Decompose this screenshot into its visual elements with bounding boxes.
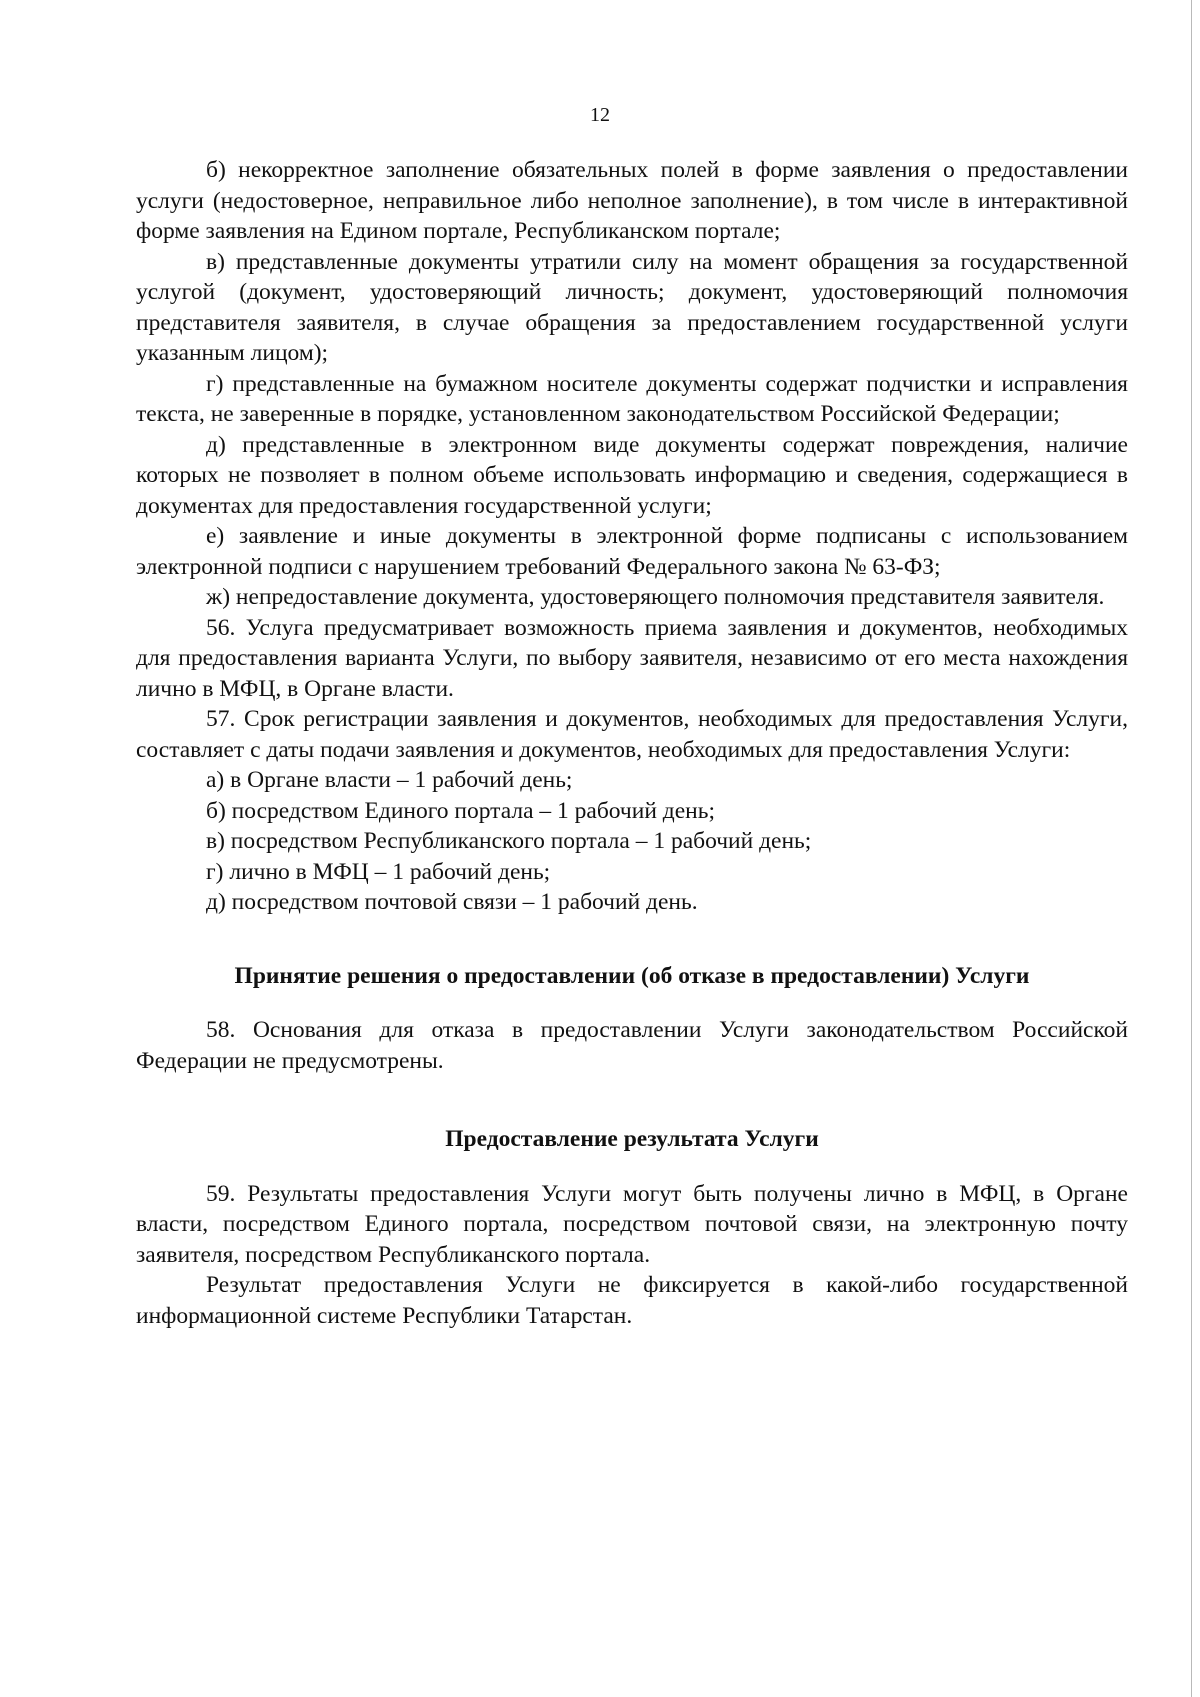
- list-item: г) лично в МФЦ – 1 рабочий день;: [206, 858, 551, 885]
- paragraph-58: 58. Основания для отказа в предоставлении Услуги законодательством Российской Федерации не предусмотрены.: [136, 1017, 1128, 1074]
- list-item: б) посредством Единого портала – 1 рабочий день;: [206, 797, 715, 824]
- section-heading-decision: Принятие решения о предоставлении (об отказе в предоставлении) Услуги: [234, 962, 1030, 989]
- paragraph-zh: ж) непредоставление документа, удостоверяющего полномочия представителя заявителя.: [206, 584, 1105, 610]
- list-item: а) в Органе власти – 1 рабочий день;: [206, 767, 573, 793]
- scan-edge-line: [1191, 0, 1192, 1697]
- paragraph-result-note: Результат предоставления Услуги не фиксируется в какой-либо государственной информационной системе Республики Татарстан.: [136, 1272, 1128, 1329]
- paragraph-57: 57. Срок регистрации заявления и документов, необходимых для предоставления Услуги, составляет с даты подачи заявления и документов, необходимых для предоставления Услуги:: [136, 706, 1128, 763]
- paragraph-59: 59. Результаты предоставления Услуги могут быть получены лично в МФЦ, в Органе власти, посредством Единого портала, посредством почтовой связи, на электронную почту заявителя, посредством Республиканского портала.: [136, 1180, 1128, 1268]
- paragraph-b: б) некорректное заполнение обязательных полей в форме заявления о предоставлении услуги (недостоверное, неправильное либо неполное заполнение), в том числе в интерактивной форме заявления на Едином портале, Республиканском портале;: [136, 157, 1128, 244]
- paragraph-56: 56. Услуга предусматривает возможность приема заявления и документов, необходимых для предоставления варианта Услуги, по выбору заявителя, независимо от его места нахождения лично в МФЦ, в Органе власти.: [136, 614, 1128, 702]
- paragraph-d: д) представленные в электронном виде документы содержат повреждения, наличие которых не позволяет в полном объеме использовать информацию и сведения, содержащиеся в документах для предоставления государственной услуги;: [136, 431, 1128, 519]
- page-number: 12: [590, 104, 610, 126]
- document-body: [136, 155, 1128, 1331]
- paragraph-v: в) представленные документы утратили силу на момент обращения за государственной услугой (документ, удостоверяющий личность; документ, удостоверяющий полномочия представителя заявителя, в случае обращения за предоставлением государственной услуги указанным лицом);: [136, 248, 1128, 366]
- section-heading-result: Предоставление результата Услуги: [445, 1126, 819, 1152]
- list-item: д) посредством почтовой связи – 1 рабочий день.: [206, 889, 698, 915]
- paragraph-e: е) заявление и иные документы в электронной форме подписаны с использованием электронной подписи с нарушением требований Федерального закона № 63-ФЗ;: [136, 523, 1128, 580]
- paragraph-g: г) представленные на бумажном носителе документы содержат подчистки и исправления текста, не заверенные в порядке, установленном законодательством Российской Федерации;: [136, 370, 1128, 427]
- list-item: в) посредством Республиканского портала – 1 рабочий день;: [206, 828, 812, 854]
